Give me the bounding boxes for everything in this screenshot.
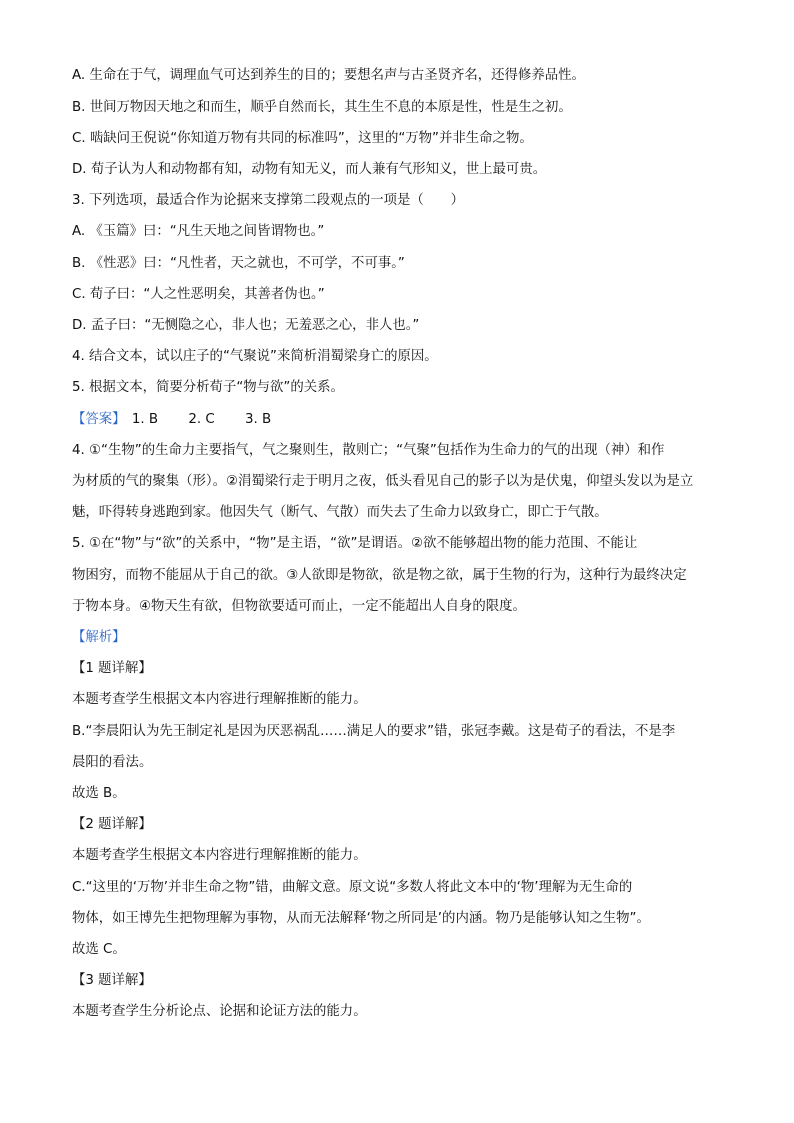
q3-option-b: B. 《性恶》曰：“凡性者，天之就也，不可学，不可事。” bbox=[72, 256, 405, 271]
detail-2-line: C.“这里的‘万物’并非生命之物”错，曲解文意。原文说“多数人将此文本中的‘物’理解为无生命的 bbox=[72, 880, 633, 895]
q4-stem: 4. 结合文本，试以庄子的“气聚说”来简析涓蜀梁身亡的原因。 bbox=[72, 349, 438, 364]
q3-option-c: C. 荀子曰：“人之性恶明矣，其善者伪也。” bbox=[72, 287, 325, 302]
detail-1-line: 故选 B。 bbox=[72, 786, 126, 801]
detail-3-line: 本题考查学生分析论点、论据和论证方法的能力。 bbox=[72, 1004, 367, 1019]
answer-5-line: 于物本身。④物天生有欲，但物欲要适可而止，一定不能超出人自身的限度。 bbox=[72, 599, 526, 614]
answer-item: 2. C bbox=[188, 412, 215, 427]
detail-3-title: 【3 题详解】 bbox=[72, 973, 152, 988]
answer-row bbox=[72, 410, 297, 430]
analysis-label: 【解析】 bbox=[72, 630, 126, 645]
answer-label: 【答案】 bbox=[72, 412, 126, 427]
answer-4-line: 4. ①“生物”的生命力主要指气，气之聚则生，散则亡；“气聚”包括作为生命力的气的出现（神）和作 bbox=[72, 443, 665, 458]
q3-option-a: A. 《玉篇》曰：“凡生天地之间皆谓物也。” bbox=[72, 224, 325, 239]
q2-option-b: B. 世间万物因天地之和而生，顺乎自然而长，其生生不息的本原是性，性是生之初。 bbox=[72, 100, 572, 115]
q3-option-d: D. 孟子曰：“无恻隐之心，非人也；无羞恶之心，非人也。” bbox=[72, 318, 420, 333]
detail-1-title: 【1 题详解】 bbox=[72, 661, 152, 676]
detail-1-line: 本题考查学生根据文本内容进行理解推断的能力。 bbox=[72, 692, 367, 707]
answer-item: 3. B bbox=[244, 412, 272, 427]
detail-1-line: 晨阳的看法。 bbox=[72, 755, 153, 770]
answer-5-line: 5. ①在“物”与“欲”的关系中，“物”是主语，“欲”是谓语。②欲不能够超出物的能力范围、不能让 bbox=[72, 536, 638, 551]
q5-stem: 5. 根据文本，简要分析荀子“物与欲”的关系。 bbox=[72, 380, 344, 395]
detail-2-line: 本题考查学生根据文本内容进行理解推断的能力。 bbox=[72, 848, 367, 863]
detail-2-title: 【2 题详解】 bbox=[72, 817, 152, 832]
answer-4-line: 为材质的气的聚集（形）。②涓蜀梁行走于明月之夜，低头看见自己的影子以为是伏鬼，仰望头发以为是立 bbox=[72, 474, 694, 489]
detail-1-line: B.“李晨阳认为先王制定礼是因为厌恶祸乱……满足人的要求”错，张冠李戴。这是荀子的看法，不是李 bbox=[72, 724, 676, 739]
detail-2-line: 物体，如王博先生把物理解为事物，从而无法解释‘物之所同是’的内涵。物乃是能够认知之生物”。 bbox=[72, 911, 650, 926]
q3-stem: 3. 下列选项，最适合作为论据来支撑第二段观点的一项是（ ） bbox=[72, 193, 464, 208]
q2-option-d: D. 荀子认为人和动物都有知，动物有知无义，而人兼有气形知义，世上最可贵。 bbox=[72, 162, 547, 177]
answer-5-line: 物困穷，而物不能屈从于自己的欲。③人欲即是物欲，欲是物之欲，属于生物的行为，这种行为最终决定 bbox=[72, 568, 687, 583]
answer-item: 1. B bbox=[131, 412, 159, 427]
q2-option-c: C. 啮缺问王倪说“你知道万物有共同的标准吗”，这里的“万物”并非生命之物。 bbox=[72, 131, 533, 146]
detail-2-line: 故选 C。 bbox=[72, 942, 126, 957]
q2-option-a: A. 生命在于气，调理血气可达到养生的目的；要想名声与古圣贤齐名，还得修养品性。 bbox=[72, 68, 585, 83]
answer-4-line: 魅，吓得转身逃跑到家。他因失气（断气、气散）而失去了生命力以致身亡，即亡于气散。 bbox=[72, 505, 608, 520]
